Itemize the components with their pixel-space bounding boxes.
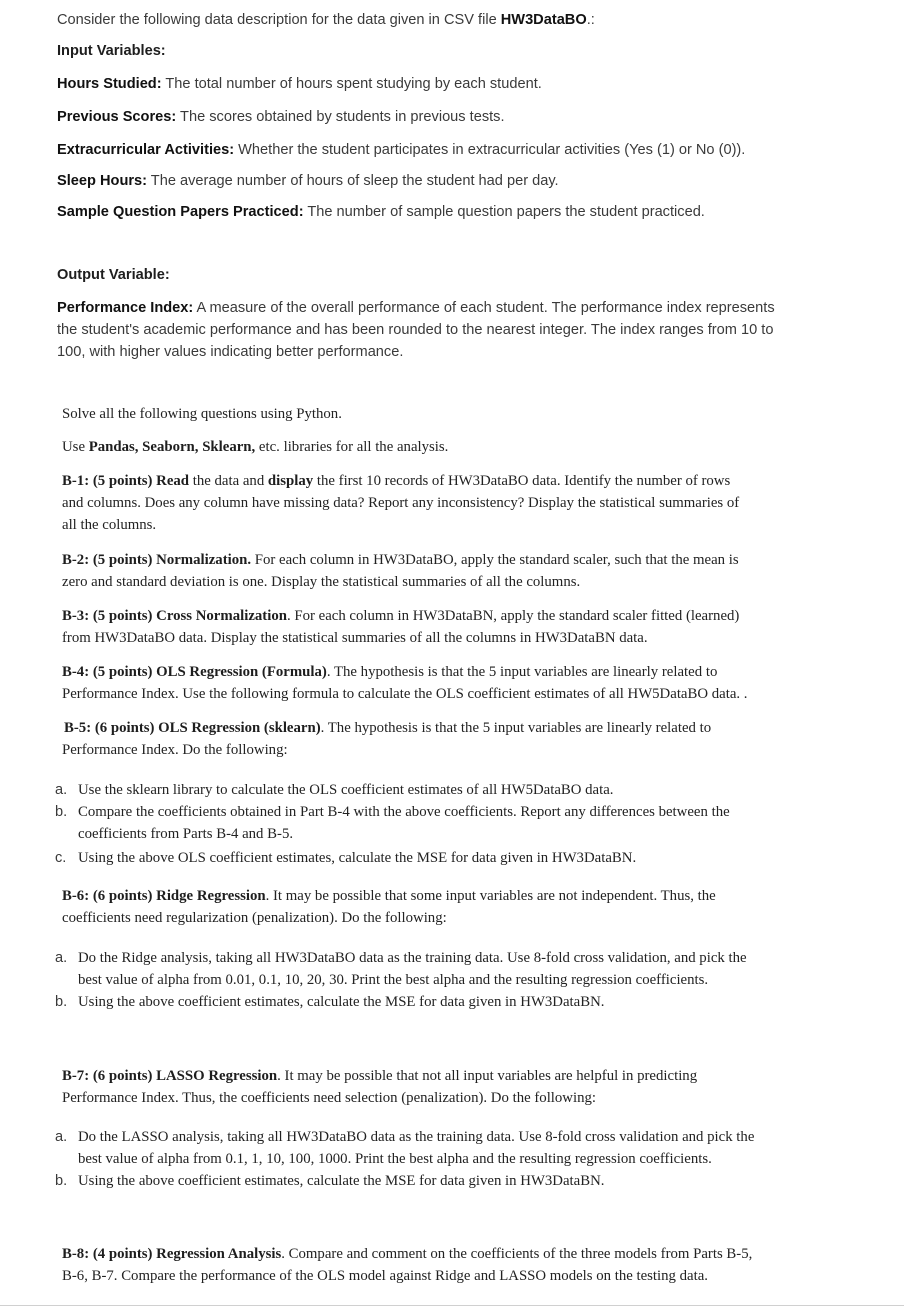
output-variable-desc-line: the student's academic performance and has been rounded to the nearest integer. The index ranges from 10 to — [57, 322, 774, 338]
list-item: Using the above coefficient estimates, calculate the MSE for data given in HW3DataBN. — [78, 994, 605, 1010]
question-b1: B-1: (5 points) Read the data and display the first 10 records of HW3DataBO data. Identify the number of rows — [62, 473, 731, 489]
question-b1-line: and columns. Does any column have missing data? Report any inconsistency? Display the statistical summaries of — [62, 495, 740, 511]
question-b4-line: Performance Index. Use the following formula to calculate the OLS coefficient estimates of all HW5DataBO data. . — [62, 686, 748, 702]
output-variable-desc-line: 100, with higher values indicating better performance. — [57, 344, 404, 360]
list-marker: a. — [55, 1129, 68, 1145]
input-variable-sleep-hours: Sleep Hours: The average number of hours of sleep the student had per day. — [57, 173, 559, 189]
question-b5-line: Performance Index. Do the following: — [62, 742, 288, 758]
question-b3: B-3: (5 points) Cross Normalization. For each column in HW3DataBN, apply the standard scaler fitted (learned) — [62, 608, 740, 624]
list-item-continuation: best value of alpha from 0.01, 0.1, 10, 20, 30. Print the best alpha and the resulting regression coefficients. — [78, 972, 709, 988]
question-b1-line: all the columns. — [62, 517, 157, 533]
question-label: B-5: (6 points) OLS Regression (sklearn) — [64, 720, 321, 736]
output-variable-performance-index: Performance Index: A measure of the overall performance of each student. The performance index represents — [57, 300, 775, 316]
list-item: Do the LASSO analysis, taking all HW3DataBO data as the training data. Use 8-fold cross validation and pick the — [78, 1129, 755, 1145]
list-marker: b. — [55, 994, 68, 1010]
list-item: Do the Ridge analysis, taking all HW3DataBO data as the training data. Use 8-fold cross validation, and pick the — [78, 950, 747, 966]
list-item: Use the sklearn library to calculate the OLS coefficient estimates of all HW5DataBO data. — [78, 782, 614, 798]
list-item: Using the above OLS coefficient estimates, calculate the MSE for data given in HW3DataBN. — [78, 850, 637, 866]
question-b5: B-5: (6 points) OLS Regression (sklearn). The hypothesis is that the 5 input variables are linearly related to — [64, 720, 712, 736]
input-variable-hours-studied: Hours Studied: The total number of hours spent studying by each student. — [57, 76, 542, 92]
question-b6: B-6: (6 points) Ridge Regression. It may be possible that some input variables are not independent. Thus, the — [62, 888, 716, 904]
question-b8: B-8: (4 points) Regression Analysis. Compare and comment on the coefficients of the three models from Parts B-5, — [62, 1246, 753, 1262]
intro-line: Consider the following data description for the data given in CSV file HW3DataBO.: — [57, 12, 595, 28]
list-item: Compare the coefficients obtained in Part B-4 with the above coefficients. Report any differences between the — [78, 804, 730, 820]
question-b2-line: zero and standard deviation is one. Display the statistical summaries of all the columns. — [62, 574, 581, 590]
libraries-instruction: Use Pandas, Seaborn, Sklearn, etc. libraries for all the analysis. — [62, 439, 449, 455]
question-b3-line: from HW3DataBO data. Display the statistical summaries of all the columns in HW3DataBN data. — [62, 630, 648, 646]
question-b8-line: B-6, B-7. Compare the performance of the OLS model against Ridge and LASSO models on the testing data. — [62, 1268, 708, 1284]
input-variables-heading: Input Variables: — [57, 43, 166, 59]
file-name: HW3DataBO — [500, 12, 587, 28]
question-b2: B-2: (5 points) Normalization. For each column in HW3DataBO, apply the standard scaler, such that the mean is — [62, 552, 739, 568]
list-marker: b. — [55, 1173, 68, 1189]
question-b4: B-4: (5 points) OLS Regression (Formula). The hypothesis is that the 5 input variables are linearly related to — [62, 664, 718, 680]
page-bottom-divider — [0, 1305, 904, 1306]
list-marker: b. — [55, 804, 68, 820]
list-item: Using the above coefficient estimates, calculate the MSE for data given in HW3DataBN. — [78, 1173, 605, 1189]
question-label: B-2: (5 points) Normalization. — [62, 552, 252, 568]
question-b6-line: coefficients need regularization (penalization). Do the following: — [62, 910, 447, 926]
question-label: B-8: (4 points) Regression Analysis — [62, 1246, 282, 1262]
question-b7-line: Performance Index. Thus, the coefficients need selection (penalization). Do the following: — [62, 1090, 597, 1106]
question-label: B-1: (5 points) — [62, 473, 153, 489]
question-label: B-3: (5 points) Cross Normalization — [62, 608, 287, 624]
output-variable-heading: Output Variable: — [57, 267, 170, 283]
input-variable-extracurricular: Extracurricular Activities: Whether the student participates in extracurricular activities (Yes (1) or No (0)). — [57, 142, 746, 158]
list-item-continuation: best value of alpha from 0.1, 1, 10, 100, 1000. Print the best alpha and the resulting regression coefficients. — [78, 1151, 712, 1167]
question-label: B-4: (5 points) OLS Regression (Formula) — [62, 664, 327, 680]
input-variable-previous-scores: Previous Scores: The scores obtained by students in previous tests. — [57, 109, 505, 125]
input-variable-sample-papers: Sample Question Papers Practiced: The number of sample question papers the student practiced. — [57, 204, 705, 220]
list-marker: a. — [55, 782, 68, 798]
solve-instruction: Solve all the following questions using Python. — [62, 406, 342, 422]
list-item-continuation: coefficients from Parts B-4 and B-5. — [78, 826, 294, 842]
list-marker: a. — [55, 950, 68, 966]
question-b7: B-7: (6 points) LASSO Regression. It may be possible that not all input variables are helpful in predicting — [62, 1068, 698, 1084]
list-marker: c. — [55, 850, 67, 866]
question-label: B-7: (6 points) LASSO Regression — [62, 1068, 278, 1084]
question-label: B-6: (6 points) Ridge Regression — [62, 888, 266, 904]
